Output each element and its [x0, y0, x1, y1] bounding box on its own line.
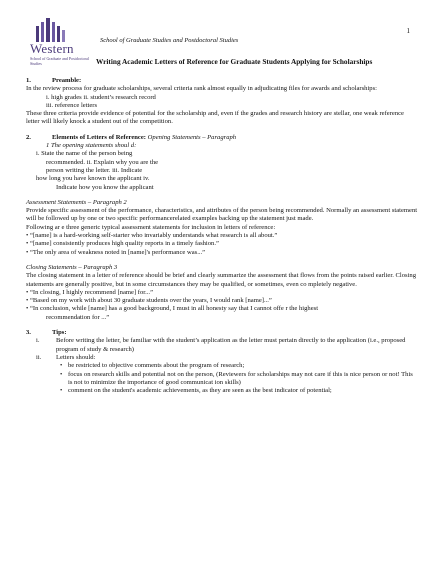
opening-line: how long you have known the applicant iv. [36, 175, 150, 183]
assessment-heading: Assessment Statements – Paragraph 2 [26, 198, 127, 206]
closing-heading: Closing Statements – Paragraph 3 [26, 263, 118, 271]
section-title: Preamble: [52, 77, 82, 84]
bullet-icon: • [60, 387, 63, 395]
tip-bullet [26, 362, 418, 370]
tip-marker: ii. [36, 353, 42, 361]
assessment-example: • “[name] is a hard-working self-starter who invariably understands what research is all about.” [26, 232, 278, 240]
section-preamble-heading [26, 77, 418, 85]
section-title: Tips: [52, 329, 67, 337]
section-number: 3. [26, 329, 31, 337]
assessment-paragraph: Following ar e three generic typical assessment statements for inclusion in letters of reference: [26, 223, 276, 231]
opening-line: 1 The opening statements shoul d: [46, 142, 137, 150]
section-elements-heading [26, 134, 418, 142]
tip-item [26, 354, 418, 362]
criteria-item: iii. reference letters [46, 101, 98, 109]
bullet-text: focus on research skills and potential not on the person, (Reviewers for scholarships may not care if this is nice person or not! This is not to minimize the importance of good communicat ion skills) [68, 370, 413, 386]
opening-line: person writing the letter. iii. Indicate [46, 166, 143, 174]
bullet-icon: • [60, 362, 63, 370]
assessment-example: • “[name] consistently produces high quality reports in a timely fashion.” [26, 240, 219, 248]
preamble-paragraph: These three criteria provide evidence of potential for the scholarship and, even if the grades and research history are stellar, one weak reference letter will likely knock a student out of the competition. [26, 110, 404, 126]
tip-text: Before writing the letter, be familiar with the student’s application as the letter must pertain directly to the application (i.e., proposed program of study & research) [56, 337, 406, 353]
section-title: Elements of Letters of Reference: [52, 133, 146, 141]
closing-example: • “Based on my work with about 30 graduate students over the years, I would rank [name]...” [26, 297, 272, 305]
section-tips-heading [26, 329, 418, 337]
opening-line: i. State the name of the person being [36, 150, 133, 158]
school-name: School of Graduate Studies and Postdoctoral Studies [100, 37, 239, 44]
page-number: 1 [406, 27, 410, 35]
opening-statements-heading: Opening Statements – Paragraph [147, 133, 237, 141]
closing-example: • “In conclusion, while [name] has a good background, I must in all honesty say that I cannot offe r the highest [26, 305, 319, 313]
assessment-paragraph: Provide specific assessment of the performance, characteristics, and attributes of the person being recommended. Normally an assessment statement will be followed up by one or two specific performancerelated examples backing up the statement just made. [26, 207, 418, 223]
bullet-text: comment on the student's academic achievements, as they are seen as the best indicator of potential; [68, 387, 332, 395]
logo-wordmark: Western [30, 41, 74, 56]
section-number: 2. [26, 133, 31, 141]
section-number: 1. [26, 77, 31, 84]
closing-paragraph: The closing statement in a letter of reference should be brief and clearly summarize the assessment that flows from the points raised earlier. Closing statements are generally positive, but in some circumstances they may be qualified, or sometimes, even co mpletely negative. [26, 272, 417, 288]
document-title: Writing Academic Letters of Reference for Graduate Students Applying for Scholarships [96, 57, 373, 66]
opening-line: Indicate how you know the applicant [56, 183, 154, 191]
closing-example: • “In closing, I highly recommend [name] for...” [26, 288, 154, 296]
closing-example: recommendation for ...” [46, 313, 110, 321]
preamble-paragraph: In the review process for graduate scholarships, several criteria rank almost equally in adjudicating files for awards and scholarships: [26, 85, 377, 93]
tower-logo-icon [32, 16, 72, 42]
document-body [26, 77, 418, 395]
logo-subtext: School of Graduate and Postdoctoral Studies [30, 56, 89, 66]
criteria-item: i. high grades ii. student’s research record [46, 93, 156, 101]
tip-bullet [26, 371, 418, 388]
opening-line: recommended. ii. Explain why you are the [46, 158, 159, 166]
bullet-icon: • [60, 370, 63, 378]
western-logo [28, 16, 88, 70]
tip-bullet [26, 387, 418, 395]
tip-text: Letters should: [56, 353, 96, 361]
assessment-example: • “The only area of weakness noted in [name]'s performance was...” [26, 248, 206, 256]
tip-item [26, 337, 418, 354]
bullet-text: be restricted to objective comments about the program of research; [68, 362, 245, 370]
tip-marker: i. [36, 337, 40, 345]
